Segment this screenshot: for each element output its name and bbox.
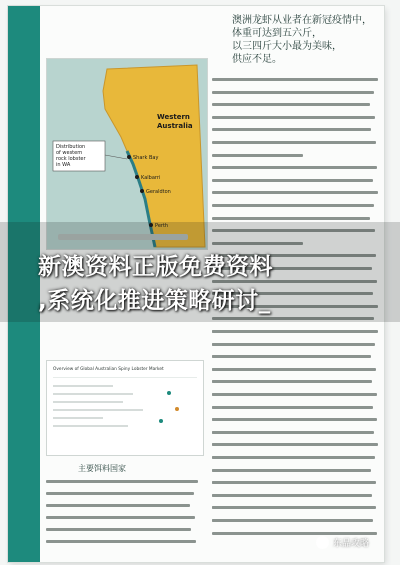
header-line-1: 澳洲龙虾从业者在新冠疫情中， — [232, 15, 372, 26]
text-line — [212, 355, 370, 358]
place-dot-geraldton — [140, 189, 144, 193]
text-line — [212, 154, 303, 157]
text-line — [212, 166, 377, 169]
place-label-perth: Perth — [155, 223, 169, 229]
legend-text-4: in WA — [56, 162, 71, 168]
title-banner — [0, 222, 400, 322]
text-line — [212, 141, 376, 144]
text-line — [212, 406, 303, 409]
text-line — [46, 504, 190, 507]
text-line — [212, 128, 371, 131]
text-line — [212, 78, 378, 81]
text-line — [212, 393, 376, 396]
header-line-2: 体重可达到五六斤， — [232, 28, 322, 39]
text-line — [212, 330, 378, 333]
text-line — [212, 469, 370, 472]
legend-text-2: of western — [56, 150, 83, 156]
text-line — [212, 519, 372, 522]
map-graphic — [47, 59, 207, 249]
text-line — [46, 492, 194, 495]
text-line — [212, 116, 375, 119]
figure-row — [53, 401, 123, 403]
figure-marker — [175, 407, 179, 411]
text-line — [46, 516, 195, 519]
region-label-wa-2: Australia — [157, 122, 193, 130]
place-label-geraldton: Geraldton — [146, 189, 171, 195]
place-dot-kalbarri — [135, 175, 139, 179]
text-line — [212, 481, 375, 484]
page-header — [232, 14, 380, 66]
figure-row — [53, 417, 103, 419]
text-line — [46, 528, 191, 531]
region-label-wa-1: Western — [157, 113, 190, 121]
figure-title: Overview of Global Australian Spiny Lobster Market — [53, 367, 164, 372]
figure-row — [53, 393, 133, 395]
place-label-shark-bay: Shark Bay — [133, 155, 159, 161]
watermark-text: 东品攻略 — [333, 539, 370, 549]
figure-row — [53, 385, 113, 387]
text-line — [46, 540, 196, 543]
text-line — [212, 179, 373, 182]
legend-text-3: rock lobster — [56, 156, 86, 162]
banner-title-line-2: ,系统化推进策略研讨_ — [38, 288, 271, 314]
text-line — [212, 532, 377, 535]
place-label-kalbarri: Kalbarri — [141, 175, 161, 181]
watermark-logo-icon — [316, 536, 329, 549]
text-line — [212, 418, 377, 421]
header-line-3: 以三四斤大小最为美味， — [232, 41, 342, 52]
text-line — [46, 480, 198, 483]
legend-text-1: Distribution — [56, 144, 86, 150]
text-line — [212, 103, 370, 106]
section-subheading: 主要饵料国家 — [78, 464, 126, 473]
text-line — [212, 343, 374, 346]
text-line — [212, 494, 303, 497]
figure-divider — [53, 377, 197, 378]
figure-marker — [159, 419, 163, 423]
figure-row — [53, 425, 128, 427]
banner-title-line-1: 新澳资料正版免费资料 — [38, 254, 273, 280]
market-overview-figure — [46, 360, 204, 456]
text-line — [212, 91, 374, 94]
text-line — [212, 368, 375, 371]
text-line — [212, 506, 376, 509]
text-line — [212, 191, 378, 194]
text-line — [212, 431, 373, 434]
text-line — [212, 217, 370, 220]
header-line-4: 供应不足。 — [232, 54, 282, 65]
watermark — [316, 536, 369, 549]
text-line — [212, 380, 371, 383]
place-dot-shark-bay — [127, 155, 131, 159]
text-line — [212, 443, 378, 446]
text-line — [212, 456, 374, 459]
figure-marker — [167, 391, 171, 395]
text-line — [212, 204, 374, 207]
figure-row — [53, 409, 143, 411]
